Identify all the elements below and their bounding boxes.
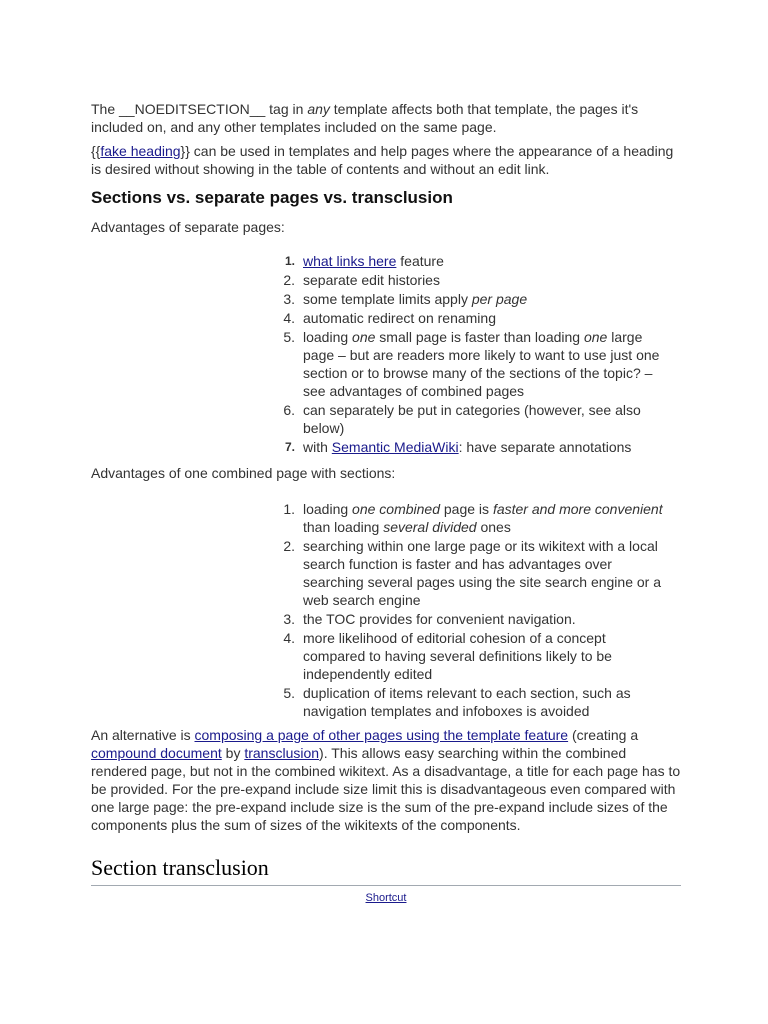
text-segment: loading: [303, 501, 353, 517]
text-segment: loading: [303, 329, 353, 345]
combined-page-label: Advantages of one combined page with sections:: [91, 465, 396, 481]
text-segment: page is: [440, 501, 493, 517]
list-item: [281, 290, 661, 308]
fake-heading-link[interactable]: fake heading: [100, 143, 181, 159]
list-number: 5.: [283, 685, 295, 701]
emphasis: one: [583, 329, 608, 345]
text-segment: small page is faster than loading: [375, 329, 584, 345]
list-item: [281, 629, 671, 683]
text-segment: with: [303, 439, 332, 455]
separate-pages-label: Advantages of separate pages:: [91, 219, 285, 235]
text-segment: duplication of items relevant to each section, such as navigation templates and infoboxes is avoided: [303, 685, 631, 719]
emphasis: faster and more convenient: [492, 501, 663, 517]
section-transclusion-heading: Section transclusion: [91, 854, 681, 886]
text-segment: than loading: [303, 519, 384, 535]
list-number: 1.: [284, 254, 295, 268]
emphasis: one: [352, 329, 376, 345]
emphasis: several divided: [383, 519, 477, 535]
text-segment: automatic redirect on renaming: [303, 310, 496, 326]
text-segment: separate edit histories: [303, 272, 440, 288]
shortcut-link[interactable]: Shortcut: [365, 892, 407, 904]
text-segment: feature: [396, 253, 444, 269]
section-heading: Sections vs. separate pages vs. transclusion: [91, 188, 453, 207]
transclusion-link[interactable]: transclusion: [244, 745, 320, 761]
list-item: [281, 684, 671, 720]
semantic-mediawiki-link[interactable]: Semantic MediaWiki: [331, 439, 459, 455]
text-segment: An alternative is: [91, 727, 195, 743]
alternative-paragraph: [91, 726, 681, 834]
emphasis: any: [307, 101, 330, 117]
combined-page-list: [281, 500, 671, 720]
list-item: [281, 500, 671, 536]
list-number: 1.: [283, 501, 295, 517]
text-segment: {{: [91, 143, 101, 159]
text-segment: can separately be put in categories (however, see also below): [303, 402, 641, 436]
text-segment: }}: [180, 143, 190, 159]
text-segment: large page – but are readers more likely to want to use just one section or to browse many of the sections of the topic? – see advantages of combined pages: [303, 329, 660, 399]
list-number: 7.: [284, 440, 295, 454]
list-item: [281, 328, 661, 400]
separate-pages-list: [281, 252, 661, 456]
list-item: [281, 252, 661, 270]
fake-heading-paragraph: [91, 142, 681, 178]
text-segment: (creating a: [568, 727, 639, 743]
compound-document-link[interactable]: compound document: [91, 745, 222, 761]
text-segment: searching within one large page or its wikitext with a local search function is faster and has advantages over searching several pages using the site search engine or a web search engine: [303, 538, 661, 608]
text-segment: more likelihood of editorial cohesion of a concept compared to having several definitions likely to be independently edited: [303, 630, 612, 682]
text-segment: the TOC provides for convenient navigation.: [303, 611, 576, 627]
article-content: [91, 100, 681, 905]
emphasis: per page: [471, 291, 528, 307]
text-segment: template affects both that template, the pages it's included on, and any other templates included on the same page.: [91, 101, 639, 135]
list-item: [281, 610, 671, 628]
list-number: 5.: [283, 329, 295, 345]
what-links-here-link[interactable]: what links here: [303, 253, 397, 269]
list-number: 3.: [283, 291, 295, 307]
list-item: [281, 537, 671, 609]
text-segment: ). This allows easy searching within the combined rendered page, but not in the combined wikitext. As a disadvantage, a title for each page has to be provided. For the pre-expand include size limit this is disadvantageous even compared with one large page: the pre-expand include size is the sum of the pre-expand include sizes of the components plus the sum of sizes of the wikitexts of the components.: [91, 745, 681, 833]
list-item: [281, 309, 661, 327]
text-segment: The __NOEDITSECTION__ tag in: [91, 101, 308, 117]
shortcut-box: [91, 891, 681, 905]
list-item: [281, 438, 661, 456]
list-number: 4.: [283, 310, 295, 326]
list-item: [281, 401, 661, 437]
list-item: [281, 271, 661, 289]
list-number: 4.: [283, 630, 295, 646]
text-segment: some template limits apply: [303, 291, 472, 307]
list-number: 3.: [283, 611, 295, 627]
composing-page-link[interactable]: composing a page of other pages using the template feature: [194, 727, 569, 743]
text-segment: : have separate annotations: [458, 439, 632, 455]
noeditsection-paragraph: [91, 100, 681, 136]
text-segment: by: [221, 745, 245, 761]
emphasis: one combined: [352, 501, 440, 517]
text-segment: ones: [476, 519, 511, 535]
text-segment: can be used in templates and help pages where the appearance of a heading is desired without showing in the table of contents and without an edit link.: [91, 143, 674, 177]
list-number: 2.: [283, 272, 295, 288]
list-number: 6.: [283, 402, 295, 418]
list-number: 2.: [283, 538, 295, 554]
